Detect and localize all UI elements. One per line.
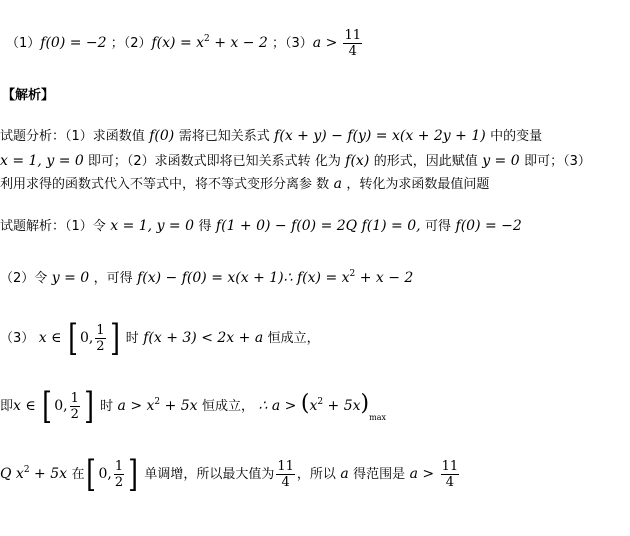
left-bracket: [: [86, 453, 97, 495]
answer-label-2: （2）: [123, 36, 152, 51]
superscript-2: 2: [154, 397, 161, 407]
math-expr: f(0) = −2: [451, 218, 522, 234]
answer-sep-1: ；: [110, 36, 124, 51]
math-expr: f(0): [144, 128, 179, 144]
left-bracket: [: [67, 317, 78, 359]
right-bracket: ]: [83, 385, 94, 427]
right-bracket: ]: [128, 453, 139, 495]
right-bracket: ]: [109, 317, 120, 359]
answer-label-1: （1）: [6, 36, 41, 51]
answer-fraction: [343, 28, 362, 59]
math-expr: 0,: [54, 398, 68, 414]
fraction-half: [70, 391, 80, 422]
fraction-numerator: 11: [344, 28, 361, 43]
solution-text: 得: [198, 219, 212, 234]
solution-text: （2）令: [0, 271, 48, 286]
left-bracket: [: [42, 385, 53, 427]
superscript-2: 2: [349, 269, 356, 279]
math-expr: + 5x: [29, 466, 72, 482]
math-expr: 0,: [98, 466, 112, 482]
solution-text: （3）: [0, 331, 35, 346]
solution-text: 单调增，所以最大值为: [144, 467, 275, 482]
superscript-2: 2: [23, 465, 30, 475]
math-expr: Q x: [0, 466, 24, 482]
solution-text: 时: [100, 399, 114, 414]
math-expr: y = 0: [477, 153, 525, 169]
solution-text: 试题解析：（1）令: [0, 219, 106, 234]
solution-step-2: [0, 266, 413, 287]
math-expr: f(1 + 0) − f(0) = 2Q f(1) = 0,: [211, 218, 426, 234]
analysis-text: 利用求得的函数式代入不等式中，将不等式变形分离参 数: [0, 177, 330, 192]
math-expr: x ∈: [13, 398, 41, 414]
answer-expr-2b: + x − 2: [209, 35, 268, 51]
math-expr: a: [335, 466, 354, 482]
answer-sep-2: ；: [271, 36, 285, 51]
fraction-denominator: 4: [445, 475, 455, 490]
analysis-line-2: [0, 153, 591, 170]
analysis-text: 即可；（3）: [524, 154, 591, 169]
section-heading: 【解析】: [2, 88, 55, 103]
math-expr: 0,: [79, 330, 94, 346]
math-expr: ∴ a >: [254, 398, 301, 414]
answer-expr-1: f(0) = −2: [40, 35, 107, 51]
math-expr: + x − 2: [355, 270, 414, 286]
fraction-eleven-fourths: [276, 459, 295, 490]
fraction-denominator: 2: [70, 407, 79, 422]
answer-line: [6, 28, 364, 59]
fraction-half: [114, 459, 124, 490]
math-expr: x = 1, y = 0: [105, 218, 199, 234]
math-expr: + 5x: [160, 398, 203, 414]
answer-expr-3: a >: [312, 35, 338, 51]
fraction-numerator: 1: [114, 459, 124, 474]
superscript-2: 2: [317, 397, 324, 407]
math-expr: x: [309, 398, 318, 414]
math-expr: x = 1, y = 0: [0, 153, 84, 169]
analysis-line-3: [0, 176, 489, 193]
fraction-numerator: 1: [96, 323, 105, 338]
fraction-denominator: 4: [281, 475, 290, 490]
math-expr: a >: [405, 466, 439, 482]
math-expr: f(x): [340, 153, 374, 169]
solution-text: 恒成立，: [267, 331, 320, 346]
math-expr: + 5x: [323, 398, 361, 414]
solution-text: 恒成立，: [202, 399, 255, 414]
answer-label-3: （3）: [285, 36, 313, 51]
solution-text: 时: [125, 331, 139, 346]
math-expr: f(x + 3) < 2x + a: [138, 330, 268, 346]
solution-text: 即: [0, 399, 14, 414]
fraction-denominator: 4: [348, 44, 357, 59]
fraction-denominator: 2: [114, 475, 124, 490]
fraction-numerator: 11: [277, 459, 294, 474]
right-paren: ): [360, 391, 370, 416]
fraction-eleven-fourths: [441, 459, 460, 490]
math-expr: y = 0: [47, 270, 94, 286]
math-expr: a > x: [113, 398, 155, 414]
analysis-text: 的形式，因此赋值: [373, 154, 478, 169]
solution-step-1: [0, 218, 522, 235]
math-expr: f(x) − f(0) = x(x + 1)∴ f(x) = x: [132, 270, 350, 286]
analysis-text: 需将已知关系式: [178, 129, 270, 144]
solution-text: 在: [71, 467, 85, 482]
superscript-2: 2: [204, 34, 210, 44]
math-expr: x ∈: [34, 330, 66, 346]
fraction-numerator: 11: [441, 459, 459, 474]
fraction-numerator: 1: [70, 391, 79, 406]
solution-step-3: [0, 318, 320, 359]
solution-text: ，所以: [296, 467, 336, 482]
math-expr: f(x + y) − f(y) = x(x + 2y + 1): [269, 128, 491, 144]
solution-text: 可得: [425, 219, 452, 234]
answer-expr-2: f(x) = x: [151, 35, 205, 51]
solution-step-4: [0, 382, 386, 438]
math-expr: a: [329, 176, 347, 192]
analysis-text: 中的变量: [490, 129, 543, 144]
fraction-denominator: 2: [96, 339, 105, 354]
solution-step-5: [0, 450, 461, 495]
fraction-half: [95, 323, 105, 354]
analysis-text: 即可；（2）求函数式即将已知关系式转 化为: [83, 154, 341, 169]
analysis-line-1: [0, 128, 542, 145]
left-paren: (: [300, 391, 310, 416]
solution-text: 得范围是: [353, 467, 406, 482]
subscript-max: max: [369, 413, 386, 422]
solution-text: ，可得: [93, 271, 133, 286]
analysis-text: 试题分析：（1）求函数值: [0, 129, 145, 144]
analysis-text: ，转化为求函数最值问题: [346, 177, 490, 192]
